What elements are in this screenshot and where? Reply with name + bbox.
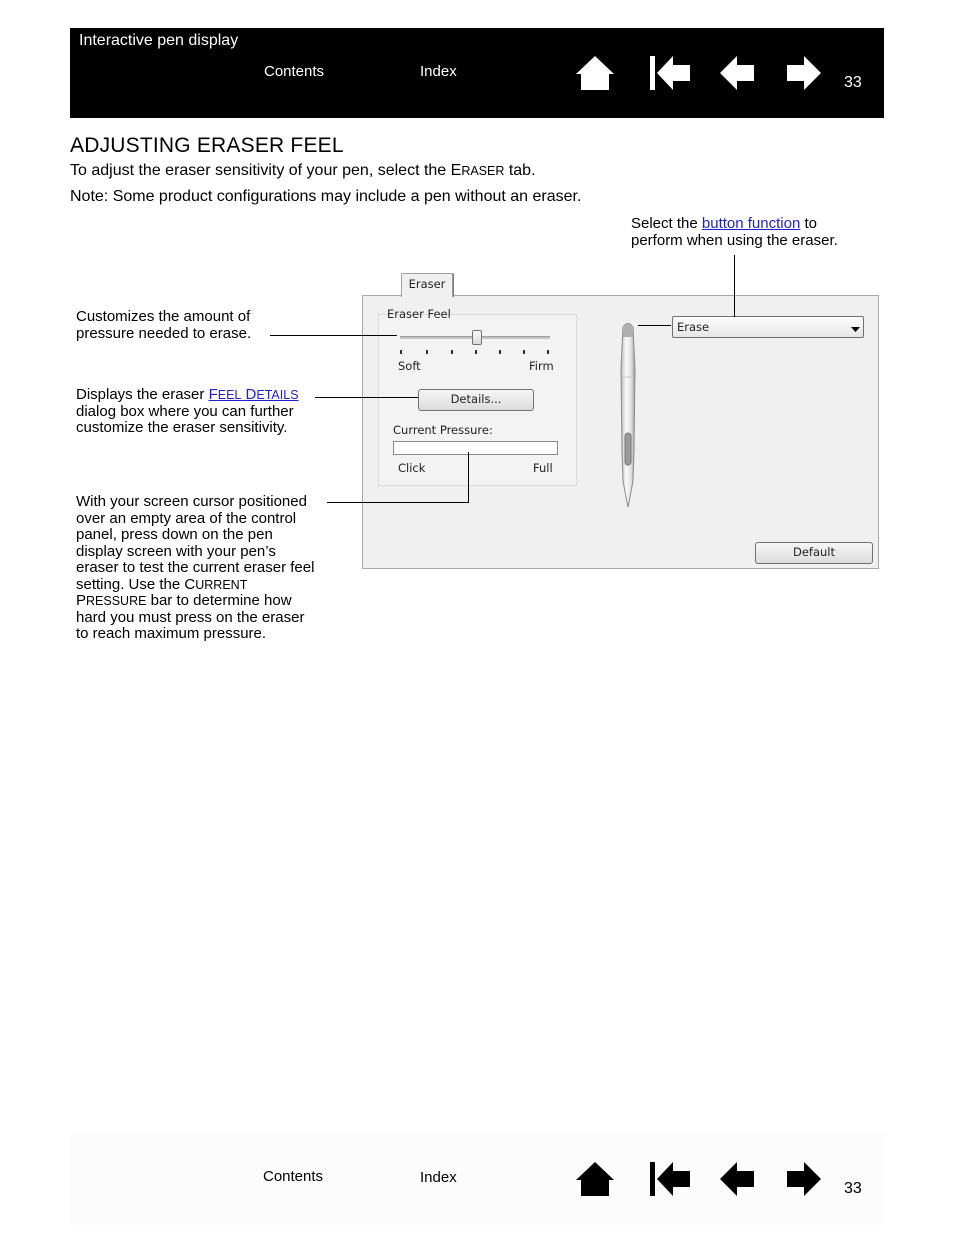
slider-tick	[451, 350, 453, 354]
leader-line	[327, 502, 469, 503]
feel-details-callout: Displays the eraser FEEL DETAILS dialog box where you can further customize the eraser sensitivity.	[76, 386, 299, 436]
button-function-select[interactable]	[672, 316, 864, 338]
home-icon[interactable]	[575, 55, 615, 91]
button-function-link[interactable]: button function	[701, 215, 801, 232]
slider-tick	[523, 350, 525, 354]
slider-tick	[475, 350, 477, 354]
previous-page-icon[interactable]	[719, 55, 755, 91]
slider-tick	[426, 350, 428, 354]
previous-page-icon[interactable]	[719, 1161, 755, 1197]
section-title: ADJUSTING ERASER FEEL	[70, 134, 344, 157]
feel-details-link[interactable]: FEEL DETAILS	[208, 386, 299, 403]
slider-tick	[400, 350, 402, 354]
button-function-select-value: Erase	[677, 320, 710, 334]
pressure-min-label: Click	[398, 461, 426, 475]
next-page-icon[interactable]	[786, 55, 822, 91]
tab-eraser[interactable]: Eraser	[401, 273, 453, 297]
leader-line	[734, 255, 735, 317]
pen-illustration	[616, 321, 640, 514]
contents-link[interactable]: Contents	[263, 1168, 324, 1185]
document-title: Interactive pen display	[79, 32, 239, 49]
eraser-feel-label: Eraser Feel	[387, 307, 451, 321]
page-number: 33	[844, 1180, 862, 1197]
contents-link[interactable]: Contents	[264, 63, 325, 80]
page-footer	[70, 1133, 884, 1225]
next-page-icon[interactable]	[786, 1161, 822, 1197]
leader-line	[638, 325, 671, 326]
eraser-feel-slider-thumb[interactable]	[472, 330, 482, 345]
pressure-test-callout: With your screen cursor positioned over an empty area of the control panel, press down on the pen display screen with your pen’s eraser to test the current eraser feel setting. Use the CURRENT PRESSURE bar to determine how hard you must press on the eraser to reach maximum pressure.	[76, 493, 315, 642]
current-pressure-label: Current Pressure:	[393, 423, 493, 437]
pressure-max-label: Full	[533, 461, 553, 475]
first-page-icon[interactable]	[649, 1161, 691, 1197]
slider-max-label: Firm	[529, 359, 554, 373]
chevron-down-icon	[851, 322, 860, 336]
slider-min-label: Soft	[398, 359, 421, 373]
index-link[interactable]: Index	[420, 1169, 457, 1186]
first-page-icon[interactable]	[649, 55, 691, 91]
note-paragraph: Note: Some product configurations may include a pen without an eraser.	[70, 188, 582, 205]
leader-line	[315, 397, 418, 398]
intro-paragraph: To adjust the eraser sensitivity of your pen, select the ERASER tab.	[70, 162, 536, 179]
details-button[interactable]: Details...	[418, 389, 534, 411]
slider-tick	[547, 350, 549, 354]
slider-tick	[499, 350, 501, 354]
default-button[interactable]: Default	[755, 542, 873, 564]
button-function-callout: Select the button function to perform when using the eraser.	[631, 215, 838, 249]
leader-line	[270, 335, 397, 336]
current-pressure-bar	[393, 441, 558, 455]
home-icon[interactable]	[575, 1161, 615, 1197]
pressure-amount-callout: Customizes the amount of pressure needed to erase.	[76, 308, 252, 342]
page-number: 33	[844, 74, 862, 91]
leader-line	[468, 452, 469, 503]
index-link[interactable]: Index	[420, 63, 457, 80]
